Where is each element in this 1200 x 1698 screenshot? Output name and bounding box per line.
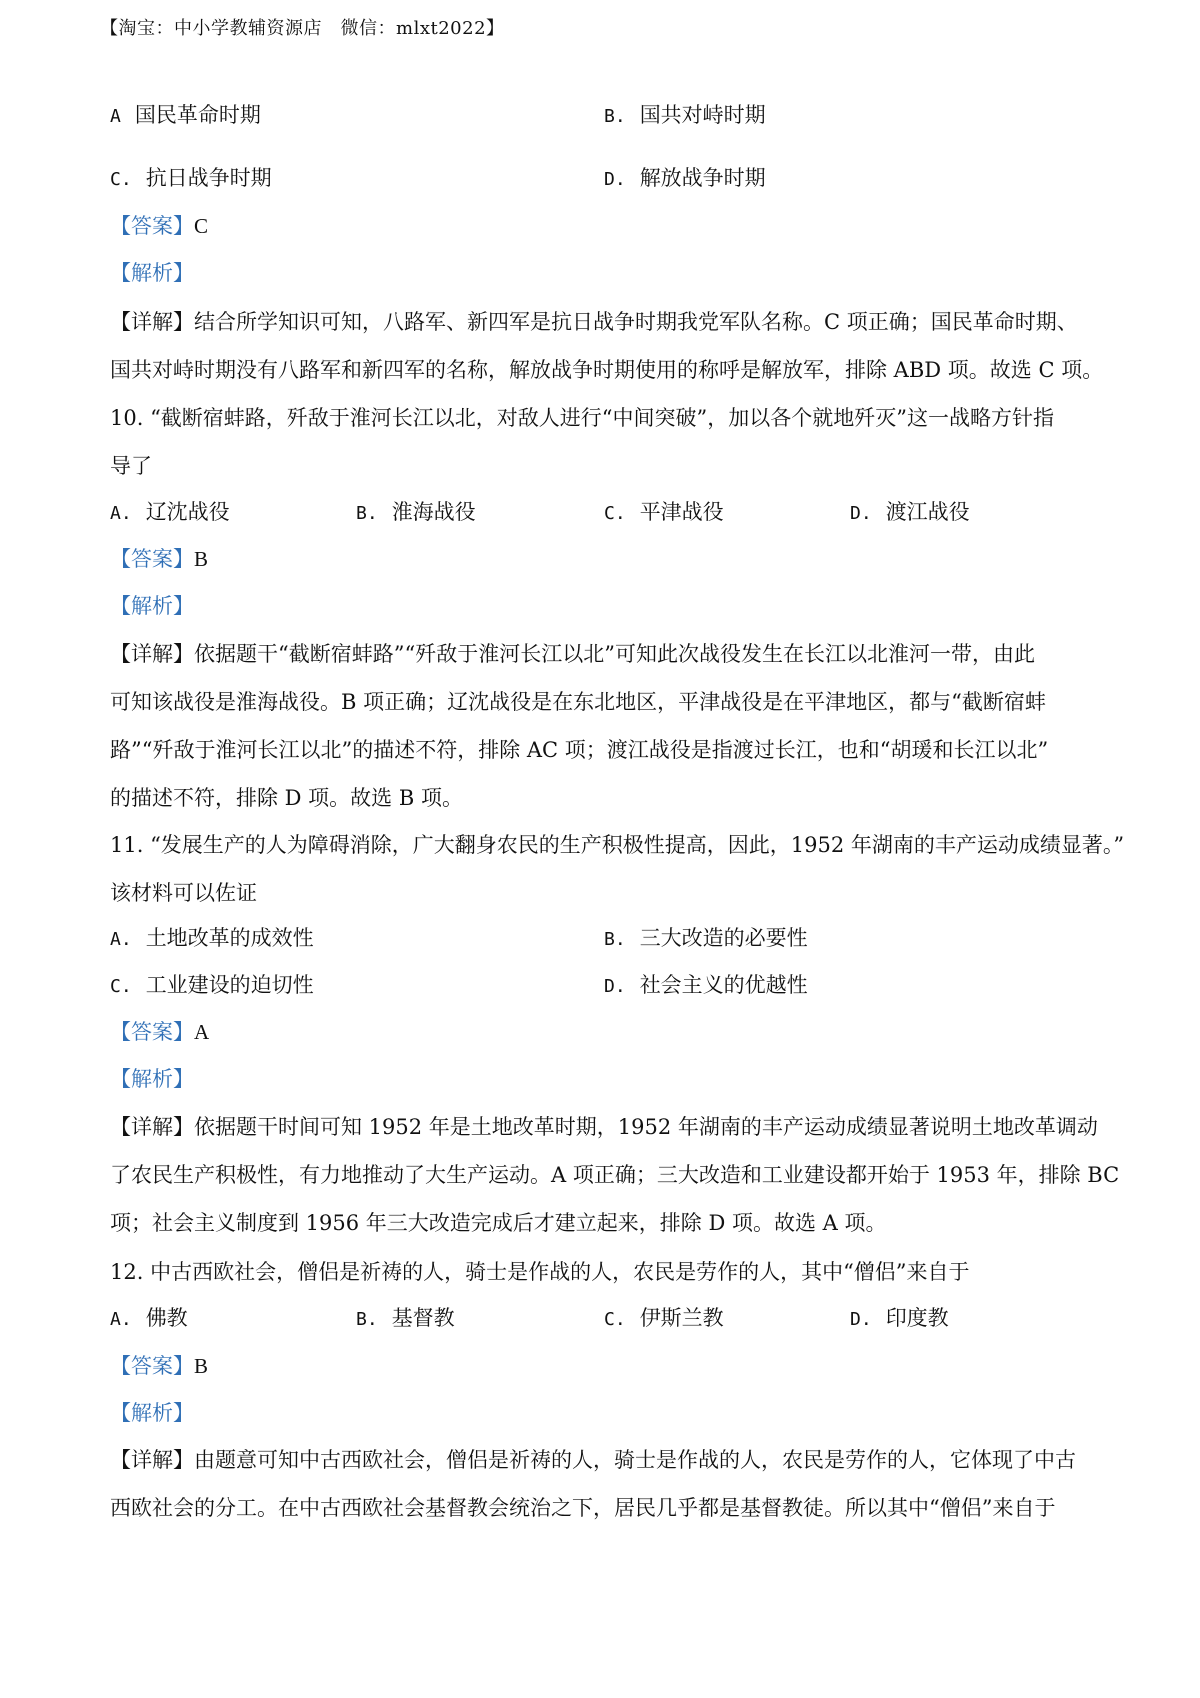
answer-label: 【答案】 xyxy=(110,1354,194,1378)
q11-stem xyxy=(110,821,1125,917)
detail-line: 【详解】依据题干“截断宿蚌路”“歼敌于淮河长江以北”可知此次战役发生在长江以北淮河一带，由此 xyxy=(110,642,1035,666)
q10-option-b xyxy=(356,497,476,529)
q11-option-d xyxy=(604,970,808,1002)
detail-line: 了农民生产积极性，有力地推动了大生产运动。A 项正确；三大改造和工业建设都开始于 1953 年，排除 BC xyxy=(110,1163,1120,1187)
option-key: C. xyxy=(110,169,132,190)
option-text: 渡江战役 xyxy=(885,500,970,524)
q9-option-c xyxy=(110,163,272,195)
q11-analysis-label: 【解析】 xyxy=(110,1067,194,1091)
q12-analysis-label: 【解析】 xyxy=(110,1401,194,1425)
option-text: 国共对峙时期 xyxy=(639,103,766,127)
detail-line: 国共对峙时期没有八路军和新四军的名称，解放战争时期使用的称呼是解放军，排除 ABD 项。故选 C 项。 xyxy=(110,358,1104,382)
answer-value: C xyxy=(194,214,209,238)
option-key: C. xyxy=(604,1309,626,1330)
q10-detail xyxy=(110,630,1110,822)
detail-line: 项；社会主义制度到 1956 年三大改造完成后才建立起来，排除 D 项。故选 A 项。 xyxy=(110,1211,887,1235)
stem-line: 导了 xyxy=(110,454,152,478)
q11-detail xyxy=(110,1103,1120,1247)
stem-line: 11. “发展生产的人为障碍消除，广大翻身农民的生产积极性提高，因此，1952 年湖南的丰产运动成绩显著。” xyxy=(110,833,1125,857)
option-key: B. xyxy=(356,1309,378,1330)
option-text: 工业建设的迫切性 xyxy=(145,973,314,997)
option-key: A. xyxy=(110,1309,132,1330)
option-text: 解放战争时期 xyxy=(639,166,766,190)
q12-option-c xyxy=(604,1303,724,1335)
option-text: 平津战役 xyxy=(639,500,724,524)
page-header: 【淘宝：中小学教辅资源店 微信：mlxt2022】 xyxy=(100,18,505,39)
q9-answer xyxy=(110,211,208,241)
q10-option-a xyxy=(110,497,230,529)
stem-line: 12. 中古西欧社会，僧侣是祈祷的人，骑士是作战的人，农民是劳作的人，其中“僧侣”来自于 xyxy=(110,1260,970,1284)
q11-option-b xyxy=(604,923,808,955)
q10-option-c xyxy=(604,497,724,529)
option-key: C. xyxy=(604,503,626,524)
option-key: D. xyxy=(850,503,872,524)
option-key: B. xyxy=(356,503,378,524)
option-text: 佛教 xyxy=(145,1306,188,1330)
option-text: 伊斯兰教 xyxy=(639,1306,724,1330)
detail-line: 可知该战役是淮海战役。B 项正确；辽沈战役是在东北地区，平津战役是在平津地区，都与“截断宿蚌 xyxy=(110,690,1046,714)
q12-option-b xyxy=(356,1303,455,1335)
option-key: D. xyxy=(850,1309,872,1330)
q12-stem xyxy=(110,1248,1110,1296)
option-key: D. xyxy=(604,169,626,190)
answer-value: B xyxy=(194,1354,209,1378)
q11-option-c xyxy=(110,970,314,1002)
answer-label: 【答案】 xyxy=(110,1020,194,1044)
q12-option-a xyxy=(110,1303,188,1335)
option-text: 三大改造的必要性 xyxy=(639,926,808,950)
option-key: B. xyxy=(604,106,626,127)
option-text: 基督教 xyxy=(391,1306,455,1330)
q9-analysis-label: 【解析】 xyxy=(110,261,194,285)
option-text: 社会主义的优越性 xyxy=(639,973,808,997)
option-text: 辽沈战役 xyxy=(145,500,230,524)
detail-line: 【详解】结合所学知识可知，八路军、新四军是抗日战争时期我党军队名称。C 项正确；国民革命时期、 xyxy=(110,310,1078,334)
option-key: B. xyxy=(604,929,626,950)
answer-value: A xyxy=(194,1020,210,1044)
q10-stem xyxy=(110,394,1110,490)
q12-option-d xyxy=(850,1303,949,1335)
option-key: A. xyxy=(110,503,132,524)
q11-option-a xyxy=(110,923,314,955)
answer-value: B xyxy=(194,547,209,571)
option-key: A. xyxy=(110,929,132,950)
q11-answer xyxy=(110,1017,209,1047)
detail-line: 西欧社会的分工。在中古西欧社会基督教会统治之下，居民几乎都是基督教徒。所以其中“僧侣”来自于 xyxy=(110,1496,1056,1520)
detail-line: 的描述不符，排除 D 项。故选 B 项。 xyxy=(110,786,463,810)
stem-line: 该材料可以佐证 xyxy=(110,881,257,905)
q12-detail xyxy=(110,1436,1110,1532)
q9-option-d xyxy=(604,163,766,195)
option-key: D. xyxy=(604,976,626,997)
option-key: A xyxy=(110,106,121,127)
detail-line: 【详解】由题意可知中古西欧社会，僧侣是祈祷的人，骑士是作战的人，农民是劳作的人，它体现了中古 xyxy=(110,1448,1076,1472)
option-text: 抗日战争时期 xyxy=(145,166,272,190)
detail-line: 【详解】依据题干时间可知 1952 年是土地改革时期，1952 年湖南的丰产运动成绩显著说明土地改革调动 xyxy=(110,1115,1098,1139)
answer-label: 【答案】 xyxy=(110,547,194,571)
answer-label: 【答案】 xyxy=(110,214,194,238)
option-key: C. xyxy=(110,976,132,997)
q9-option-b xyxy=(604,100,766,132)
q10-answer xyxy=(110,544,208,574)
q12-answer xyxy=(110,1351,208,1381)
q10-analysis-label: 【解析】 xyxy=(110,594,194,618)
option-text: 土地改革的成效性 xyxy=(145,926,314,950)
q10-option-d xyxy=(850,497,970,529)
stem-line: 10. “截断宿蚌路，歼敌于淮河长江以北，对敌人进行“中间突破”，加以各个就地歼灭”这一战略方针指 xyxy=(110,406,1055,430)
detail-line: 路”“歼敌于淮河长江以北”的描述不符，排除 AC 项；渡江战役是指渡过长江，也和“胡瑗和长江以北” xyxy=(110,738,1049,762)
option-text: 国民革命时期 xyxy=(134,103,261,127)
option-text: 印度教 xyxy=(885,1306,949,1330)
option-text: 淮海战役 xyxy=(391,500,476,524)
q9-option-a xyxy=(110,100,261,132)
q9-detail xyxy=(110,298,1110,394)
